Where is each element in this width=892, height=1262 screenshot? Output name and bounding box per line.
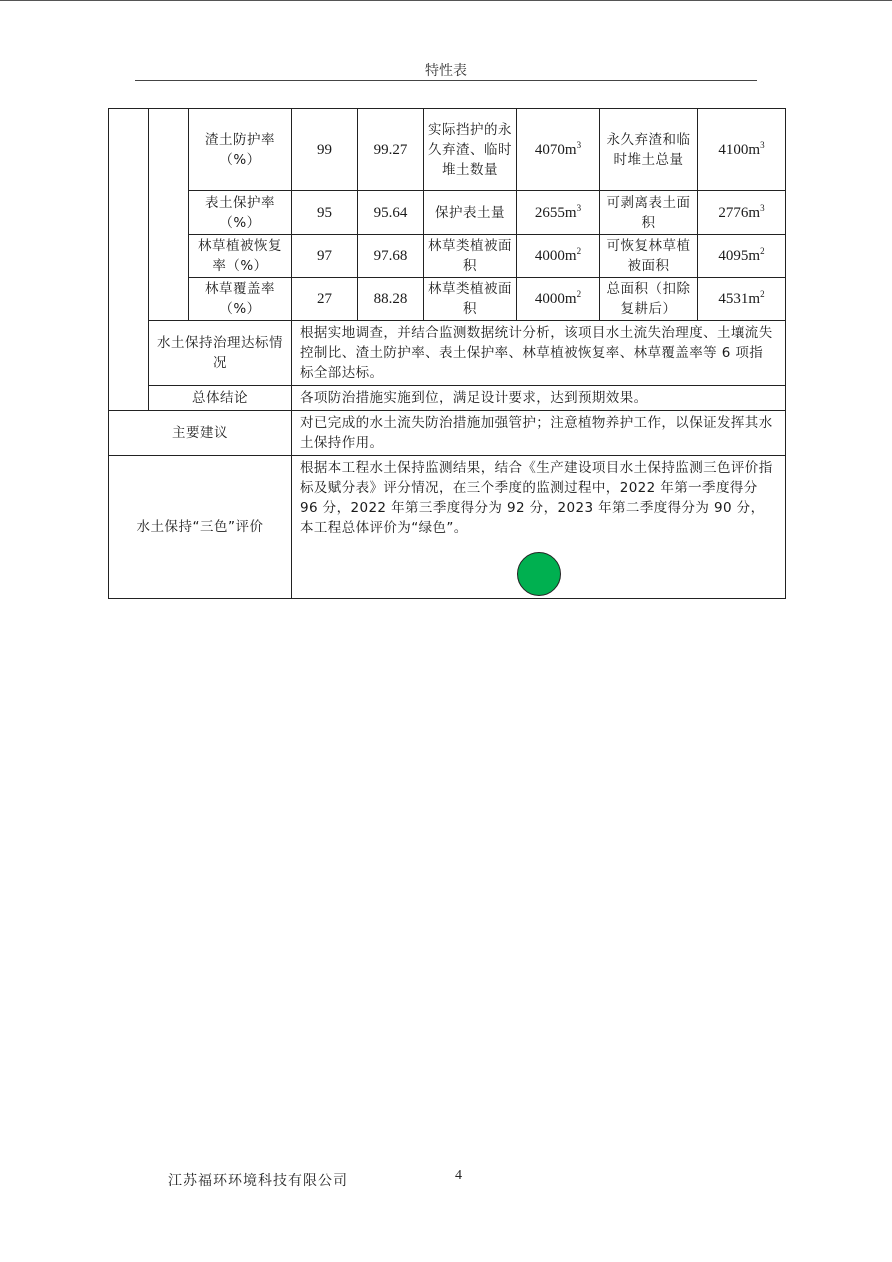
indicator-row — [109, 278, 786, 321]
conclusion-label: 总体结论 — [149, 386, 292, 411]
evaluation-row — [109, 456, 786, 599]
footer-page-number: 4 — [455, 1168, 462, 1183]
page-top-border — [0, 0, 892, 1]
indicator-row — [109, 109, 786, 191]
conclusion-row — [109, 386, 786, 411]
indicator-actual: 99.27 — [358, 109, 424, 191]
indicator-name: 渣土防护率（%） — [189, 109, 292, 191]
evaluation-text: 根据本工程水土保持监测结果，结合《生产建设项目水土保持监测三色评价指标及赋分表》评分情况，在三个季度的监测过程中，2022 年第一季度得分 96 分，2022 年第三季度得分为 92 分，2023 年第二季度得分为 90 分，本工程总体评价为“绿色”。 — [300, 460, 773, 536]
indicator-name: 林草植被恢复率（%） — [189, 235, 292, 278]
indicator-actual: 88.28 — [358, 278, 424, 321]
suggestion-text: 对已完成的水土流失防治措施加强管护；注意植物养护工作，以保证发挥其水土保持作用。 — [292, 411, 786, 456]
compliance-label: 水土保持治理达标情况 — [149, 321, 292, 386]
indicator-measure-value: $4000m^2$ — [517, 278, 600, 321]
indicator-actual: 97.68 — [358, 235, 424, 278]
indicator-row — [109, 191, 786, 235]
evaluation-cell — [292, 456, 786, 599]
indicator-target: 95 — [292, 191, 358, 235]
indicator-measure-value: $4000m^2$ — [517, 235, 600, 278]
suggestion-row — [109, 411, 786, 456]
footer-company: 江苏福环环境科技有限公司 — [168, 1173, 348, 1189]
indicator-measure-name: 林草类植被面积 — [424, 235, 517, 278]
indicator-total-value: $4531m^2$ — [698, 278, 786, 321]
indicator-name: 表土保护率（%） — [189, 191, 292, 235]
indicator-measure-value: $4070m^3$ — [517, 109, 600, 191]
category-cell-inner — [149, 109, 189, 321]
characteristics-table — [108, 108, 786, 599]
indicator-name: 林草覆盖率（%） — [189, 278, 292, 321]
indicator-measure-name: 实际挡护的永久弃渣、临时堆土数量 — [424, 109, 517, 191]
indicator-target: 97 — [292, 235, 358, 278]
indicator-total-value: $2776m^3$ — [698, 191, 786, 235]
header-rule — [135, 80, 757, 81]
suggestion-label: 主要建议 — [109, 411, 292, 456]
evaluation-label: 水土保持“三色”评价 — [109, 456, 292, 599]
indicator-total-name: 可恢复林草植被面积 — [600, 235, 698, 278]
indicator-total-name: 永久弃渣和临时堆土总量 — [600, 109, 698, 191]
compliance-text: 根据实地调查，并结合监测数据统计分析，该项目水土流失治理度、土壤流失控制比、渣土防护率、表土保护率、林草植被恢复率、林草覆盖率等 6 项指标全部达标。 — [292, 321, 786, 386]
indicator-total-value: $4100m^3$ — [698, 109, 786, 191]
compliance-row — [109, 321, 786, 386]
header-title: 特性表 — [425, 63, 467, 79]
indicator-target: 27 — [292, 278, 358, 321]
indicator-total-value: $4095m^2$ — [698, 235, 786, 278]
indicator-measure-value: $2655m^3$ — [517, 191, 600, 235]
indicator-measure-name: 林草类植被面积 — [424, 278, 517, 321]
indicator-measure-name: 保护表土量 — [424, 191, 517, 235]
indicator-actual: 95.64 — [358, 191, 424, 235]
indicator-row — [109, 235, 786, 278]
indicator-total-name: 可剥离表土面积 — [600, 191, 698, 235]
category-cell-outer — [109, 109, 149, 411]
indicator-target: 99 — [292, 109, 358, 191]
green-rating-indicator — [517, 552, 561, 596]
conclusion-text: 各项防治措施实施到位，满足设计要求，达到预期效果。 — [292, 386, 786, 411]
indicator-total-name: 总面积（扣除复耕后） — [600, 278, 698, 321]
